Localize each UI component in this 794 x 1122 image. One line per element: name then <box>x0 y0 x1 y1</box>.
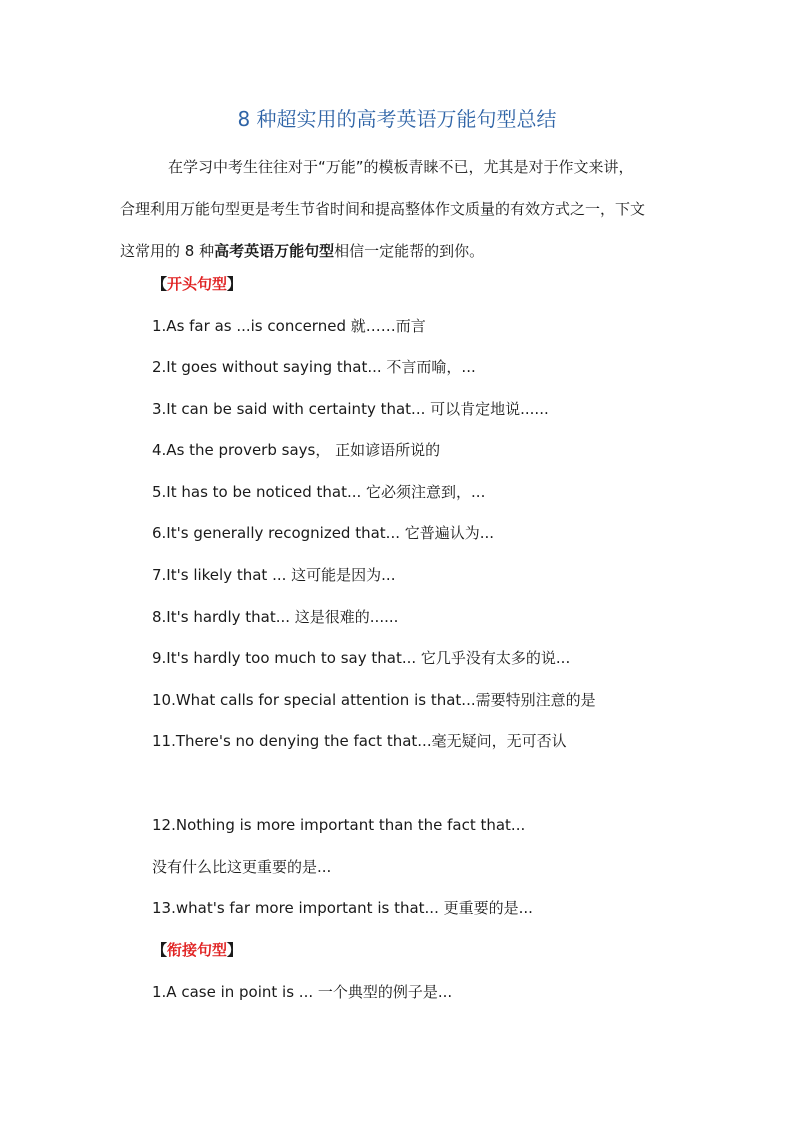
list-item: 12.Nothing is more important than the fact that... <box>152 816 526 834</box>
section-heading-transition <box>152 938 242 962</box>
intro-line-3 <box>120 230 680 272</box>
bracket-open: 【 <box>152 275 168 293</box>
list-item: 没有什么比这更重要的是... <box>152 858 332 876</box>
section-label: 衔接句型 <box>167 941 228 959</box>
list-item: 1.A case in point is ... 一个典型的例子是... <box>152 983 453 1001</box>
list-item: 4.As the proverb says， 正如谚语所说的 <box>152 441 441 459</box>
list-item: 11.There's no denying the fact that...毫无疑问，无可否认 <box>152 732 567 750</box>
list-item: 13.what's far more important is that... 更重要的是... <box>152 899 533 917</box>
intro-line-1: 在学习中考生往往对于“万能”的模板青睐不已，尤其是对于作文来讲， <box>168 158 634 176</box>
list-item: 6.It's generally recognized that... 它普遍认为... <box>152 524 495 542</box>
bracket-close: 】 <box>227 275 243 293</box>
list-item: 8.It's hardly that... 这是很难的...... <box>152 608 399 626</box>
intro-paragraph <box>120 146 680 272</box>
bracket-open: 【 <box>152 941 168 959</box>
list-item: 1.As far as ...is concerned 就……而言 <box>152 317 426 335</box>
intro-keyword: 高考英语万能句型 <box>214 242 335 260</box>
list-item: 9.It's hardly too much to say that... 它几乎没有太多的说... <box>152 649 571 667</box>
section-heading-opening <box>152 272 242 296</box>
list-item: 2.It goes without saying that... 不言而喻，... <box>152 358 476 376</box>
list-item: 7.It's likely that ... 这可能是因为... <box>152 566 396 584</box>
section-label: 开头句型 <box>167 275 228 293</box>
bracket-close: 】 <box>227 941 243 959</box>
intro-line-3-start: 这常用的 8 种 <box>120 242 215 260</box>
intro-line-2: 合理利用万能句型更是考生节省时间和提高整体作文质量的有效方式之一，下文 <box>120 200 646 218</box>
document-title: 8 种超实用的高考英语万能句型总结 <box>237 107 557 131</box>
list-item: 5.It has to be noticed that... 它必须注意到，... <box>152 483 486 501</box>
list-item: 10.What calls for special attention is that...需要特别注意的是 <box>152 691 596 709</box>
list-item: 3.It can be said with certainty that... 可以肯定地说...... <box>152 400 549 418</box>
intro-line-3-end: 相信一定能帮的到你。 <box>334 242 485 260</box>
